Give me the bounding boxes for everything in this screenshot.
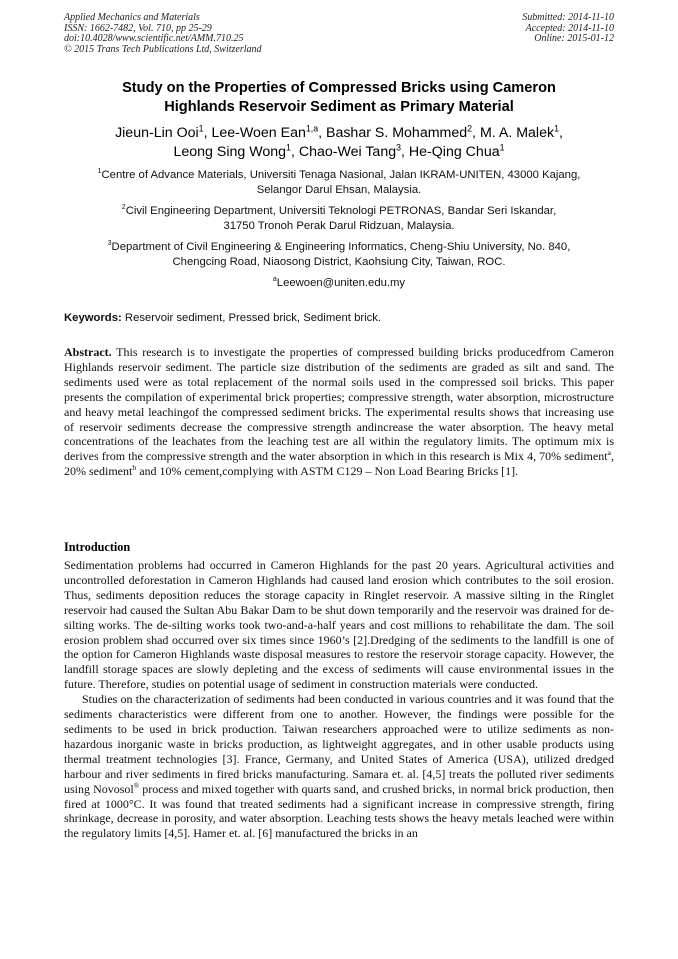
author-separator: , [203, 125, 212, 141]
author-superscript: 2 [467, 123, 473, 134]
title-line-2: Highlands Reservoir Sediment as Primary Material [164, 99, 514, 115]
paper-title [64, 79, 614, 117]
author-superscript: 1 [198, 123, 204, 134]
affiliation-line: Selangor Darul Ehsan, Malaysia. [256, 184, 422, 197]
abstract-text: and 10% cement,complying with ASTM C129 – Non Load Bearing Bricks [1]. [136, 464, 519, 479]
title-line-1: Study on the Properties of Compressed Bricks using Cameron [122, 80, 556, 96]
abstract-text: This research is to investigate the properties of compressed building bricks producedfrom Cameron Highlands reservoir sediment. The particle size distribution of the sediments are graded as silt and sand. The sediments used were as total replacement of the normal soils used in the compressed soil bricks. This paper presents the compilation of experimental brick properties; compressive strength, water absorption, microstructure and heavy metal leachingof the compressed sediment bricks. The experimental results shows that increasing use of reservoir sediments decrease the compressive strength andincrease the water absorption. The heavy metal concentrations of the leachates from the leaching test are all within the regulatory limits. The optimum mix is derives from the compressive strength and the water absorption in which in this research is Mix 4, 70% sediment [64, 345, 614, 464]
author-separator: , [318, 125, 326, 141]
accepted-date: Accepted: 2014-11-10 [525, 22, 614, 34]
author-name: M. A. Malek [479, 125, 555, 141]
author-line-1 [64, 124, 614, 143]
registered-mark: ® [133, 781, 140, 790]
author-separator: , [558, 125, 563, 141]
dates-header [522, 13, 614, 45]
author-superscript: 1 [286, 142, 291, 153]
affiliation-line: 31750 Tronoh Perak Darul Ridzuan, Malaysia. [223, 220, 455, 233]
affiliation-line: Chengcing Road, Niaosong District, Kaohsiung City, Taiwan, ROC. [172, 256, 506, 269]
submitted-date: Submitted: 2014-11-10 [522, 12, 614, 23]
author-separator: , [401, 144, 409, 160]
author-separator: , [290, 144, 299, 160]
abstract-superscript: b [132, 463, 137, 473]
affiliation-superscript: 3 [107, 240, 112, 248]
author-superscript: 3 [396, 142, 402, 153]
affiliation-1 [64, 168, 614, 199]
affiliation-line: Department of Civil Engineering & Engineering Informatics, Cheng-Shiu University, No. 840, [111, 241, 571, 253]
paragraph [64, 692, 614, 841]
author-name: Bashar S. Mohammed [325, 125, 468, 141]
affiliation-superscript: 2 [121, 204, 126, 212]
affiliation-line: Civil Engineering Department, Universiti Teknologi PETRONAS, Bandar Seri Iskandar, [125, 205, 557, 217]
email-superscript: a [272, 276, 277, 284]
author-separator: , [472, 125, 480, 141]
keywords [64, 311, 614, 326]
copyright-line: © 2015 Trans Tech Publications Ltd, Switzerland [64, 44, 262, 56]
journal-name: Applied Mechanics and Materials [64, 12, 200, 23]
paragraph-text: process and mixed together with quarts sand, and crushed bricks, in normal brick production, then fired at 1000°C. It was found that treated sediments had a significant increase in compressive strength, firing shrinkage, decrease in porosity, and water absorption. Leaching tests shows the heavy metals leached were within the regulatory limits [4,5]. Hamer et. al. [6] manufactured the bricks in an [64, 781, 614, 841]
journal-header [64, 13, 262, 56]
abstract [64, 345, 614, 479]
abstract-superscript: a [607, 448, 611, 458]
abstract-text: , 20% sediment [64, 449, 614, 479]
author-name: Jieun-Lin Ooi [115, 125, 199, 141]
author-name: He-Qing Chua [408, 144, 500, 160]
keywords-label: Keywords: [64, 312, 122, 324]
keywords-text: Reservoir sediment, Pressed brick, Sediment brick. [124, 312, 382, 324]
introduction-heading: Introduction [64, 540, 131, 554]
introduction-body [64, 558, 614, 841]
affiliation-2 [64, 204, 614, 235]
abstract-label: Abstract. [64, 345, 112, 359]
affiliation-line: Centre of Advance Materials, Universiti Tenaga Nasional, Jalan IKRAM-UNITEN, 43000 Kajang, [101, 169, 581, 181]
author-name: Chao-Wei Tang [298, 144, 397, 160]
author-line-2 [64, 143, 614, 162]
paragraph: Sedimentation problems had occurred in Cameron Highlands for the past 20 years. Agricultural activities and uncontrolled deforestation in Cameron Highlands had caused land erosion which contributes to the soil erosion. Thus, sediments deposition reduces the storage capacity in Ringlet reservoir. A massive silting in the Ringlet reservoir had caused the Sultan Abu Bakar Dam to be shut down temporarily and the reservoir was drained for de-silting works. The de-silting works took two-and-a-half years and cost millions to rehabilitate the dam. The soil erosion problem shad occurred over six times since 1960’s [2].Dredging of the sediments to the landfill is one of the option for Cameron Highlands waste disposal measures to restore the reservoir storage capacity. However, the landfill storage spaces are slowly depleting and the excess of sediments will cause environmental issues in the future. Therefore, studies on potential usage of sediment in construction materials were conducted. [64, 558, 614, 692]
doi-line: doi:10.4028/www.scientific.net/AMM.710.25 [64, 33, 244, 45]
author-superscript: 1 [499, 142, 505, 153]
affiliation-3 [64, 240, 614, 271]
author-name: Leong Sing Wong [173, 144, 287, 160]
author-superscript: 1,a [305, 123, 319, 134]
email-address: Leewoen@uniten.edu.my [276, 277, 406, 289]
author-name: Lee-Woen Ean [211, 125, 306, 141]
issn-line: ISSN: 1662-7482, Vol. 710, pp 25-29 [64, 22, 212, 34]
author-list [64, 124, 614, 162]
corresponding-email [64, 276, 614, 291]
affiliation-superscript: 1 [97, 168, 102, 176]
online-date: Online: 2015-01-12 [534, 33, 614, 45]
paragraph-text: Studies on the characterization of sediments had been conducted in various countries and it was found that the sediments characteristics were different from one to another. However, the findings were possible for the sediments to be used in brick production. Taiwan researchers approached were to utilize sediments as non-hazardous inorganic waste in bricks production, as lightweight aggregates, and in other usable products using thermal treatment technologies [3]. France, Germany, and United States of America (USA), utilized dredged harbour and river sediments in fired bricks manufacturing. Samara et. al. [4,5] treats the polluted river sediments using Novosol [64, 692, 614, 796]
author-superscript: 1 [554, 123, 559, 134]
